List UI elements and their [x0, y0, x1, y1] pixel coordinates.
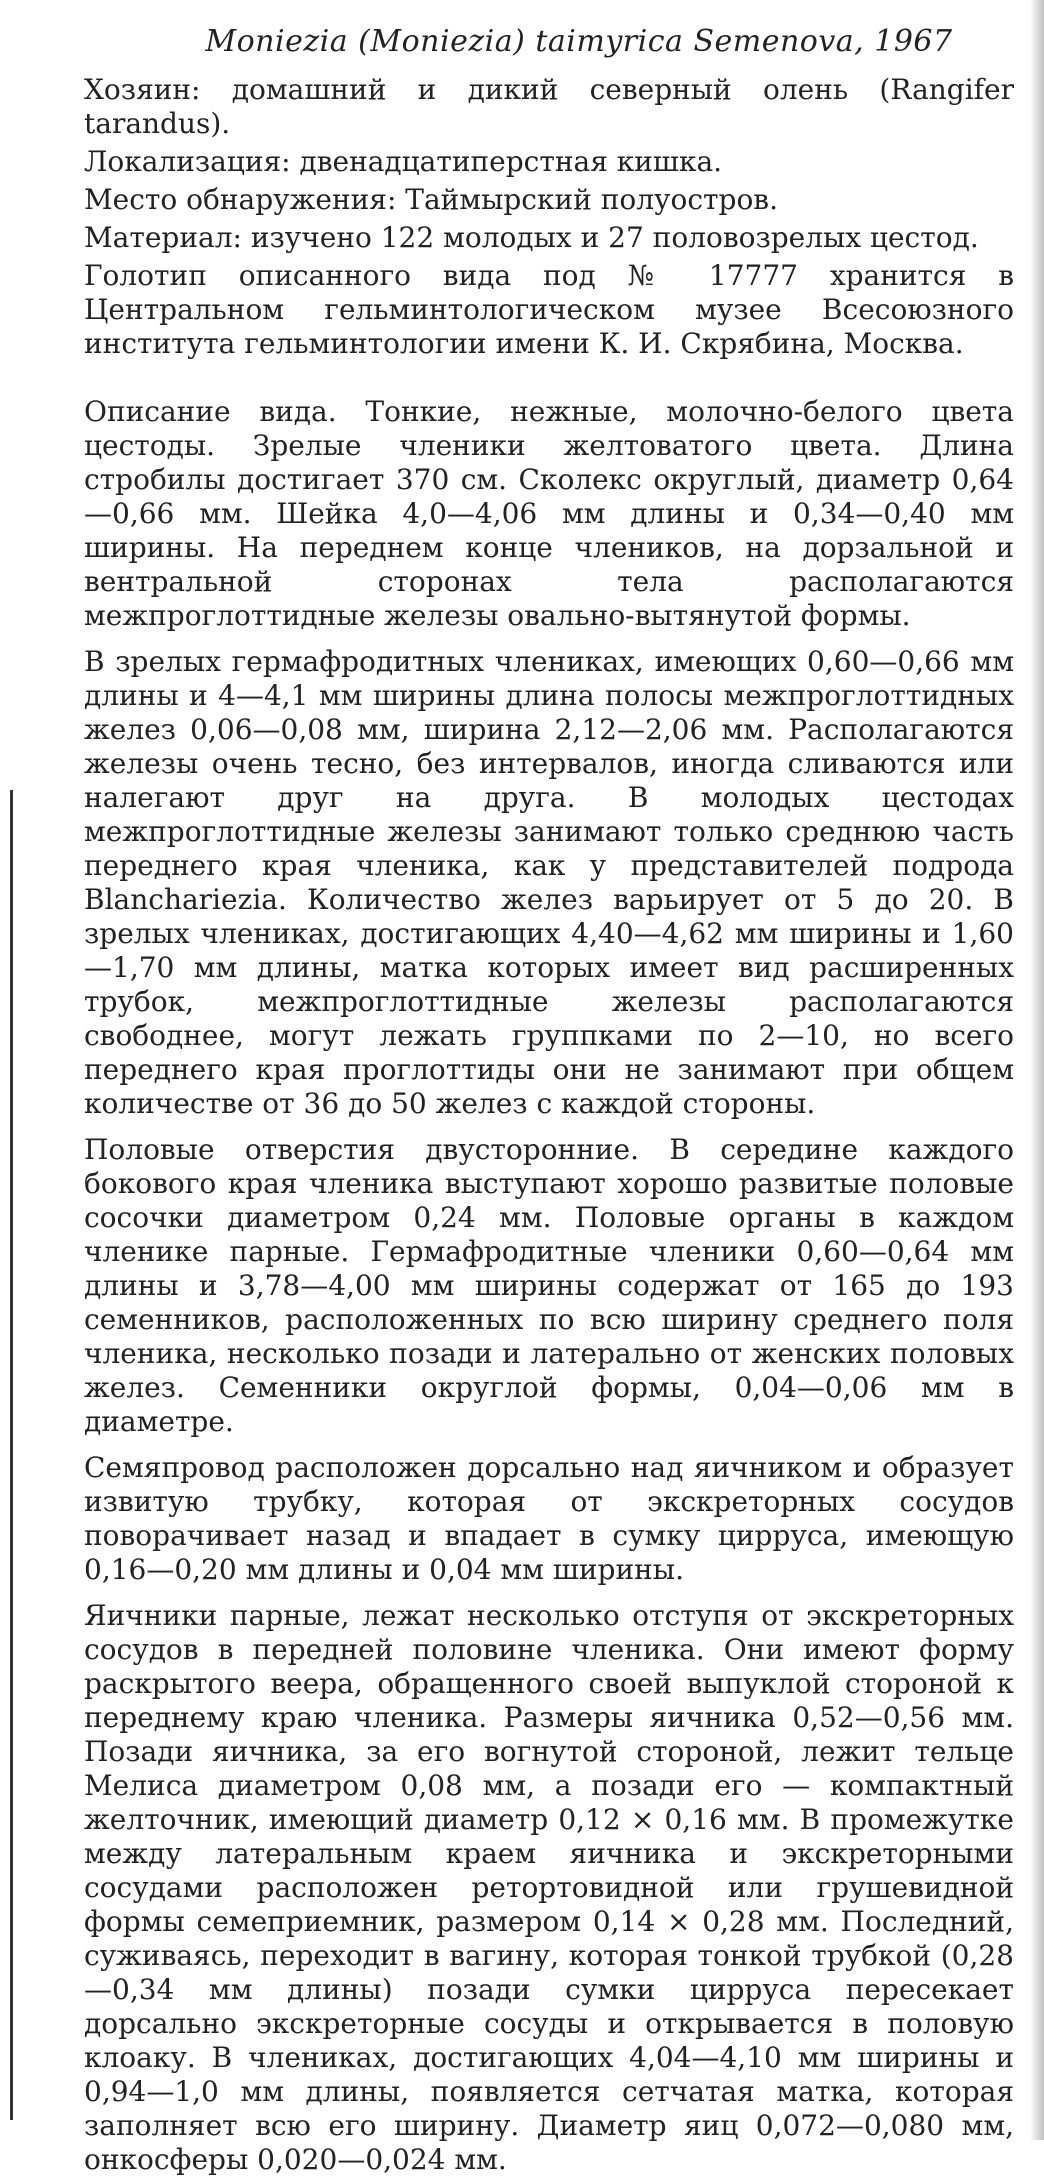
vas-deferens-paragraph: Семяпровод расположен дорсально над яичником и образует извитую трубку, которая от экскреторных сосудов поворачивает назад и впадает в сумку цирруса, имеющую 0,16—0,20 мм длины и 0,04 мм ширины.	[84, 1451, 1014, 1586]
holotype-paragraph: Голотип описанного вида под № 17777 хранится в Центральном гельминтологическом музее Всесоюзного института гельминтологии имени К. И. Скрябина, Москва.	[84, 259, 1014, 360]
margin-rule	[10, 790, 13, 2120]
localization-paragraph: Локализация: двенадцатиперстная кишка.	[84, 145, 723, 178]
ovaries-paragraph: Яичники парные, лежат несколько отступя от экскреторных сосудов в передней половине членика. Они имеют форму раскрытого веера, обращенного своей выпуклой стороной к переднему краю членика. Размеры яичника 0,52—0,56 мм. Позади яичника, за его вогнутой стороной, лежит тельце Мелиса диаметром 0,08 мм, а позади его — компактный желточник, имеющий диаметр 0,12 × 0,16 мм. В промежутке между латеральным краем яичника и экскреторными сосудами расположен ретортовидной или грушевидной формы семеприемник, размером 0,14 × 0,28 мм. Последний, суживаясь, переходит в вагину, которая тонкой трубкой (0,28—0,34 мм длины) позади сумки цирруса пересекает дорсально экскреторные сосуды и открывается в половую клоаку. В члениках, достигающих 4,04—4,10 мм ширины и 0,94—1,0 мм длины, появляется сетчатая матка, которая заполняет всю его ширину. Диаметр яиц 0,072—0,080 мм, онкосферы 0,020—0,024 мм.	[84, 1599, 1014, 2176]
description-paragraph: Описание вида. Тонкие, нежные, молочно-белого цвета цестоды. Зрелые членики желтоватого цвета. Длина стробилы достигает 370 см. Сколекс округлый, диаметр 0,64—0,66 мм. Шейка 4,0—4,06 мм длины и 0,34—0,40 мм ширины. На переднем конце члеников, на дорзальной и вентральной сторонах тела располагаются межпроглоттидные железы овально-вытянутой формы.	[84, 395, 1014, 632]
location-paragraph: Место обнаружения: Таймырский полуостров.	[84, 183, 778, 216]
genital-openings-paragraph: Половые отверстия двусторонние. В середине каждого бокового края членика выступают хорошо развитые половые сосочки диаметром 0,24 мм. Половые органы в каждом членике парные. Гермафродитные членики 0,60—0,64 мм длины и 3,78—4,00 мм ширины содержат от 165 до 193 семенников, расположенных по всю ширину среднего поля членика, несколько позади и латерально от женских половых желез. Семенники округлой формы, 0,04—0,06 мм в диаметре.	[84, 1133, 1014, 1438]
page-edge-shadow	[1030, 0, 1044, 2140]
material-paragraph: Материал: изучено 122 молодых и 27 половозрелых цестод.	[84, 221, 979, 254]
description-section	[84, 395, 1014, 2177]
header-section	[84, 73, 1014, 361]
glands-paragraph: В зрелых гермафродитных члениках, имеющих 0,60—0,66 мм длины и 4—4,1 мм ширины длина полосы межпроглоттидных желез 0,06—0,08 мм, ширина 2,12—2,06 мм. Располагаются железы очень тесно, без интервалов, иногда сливаются или налегают друг на друга. В молодых цестодах межпроглоттидные железы занимают только среднюю часть переднего края членика, как у представителей подрода Blanchariezia. Количество желез варьирует от 5 до 20. В зрелых члениках, достигающих 4,40—4,62 мм ширины и 1,60—1,70 мм длины, матка которых имеет вид расширенных трубок, межпроглоттидные железы располагаются свободнее, могут лежать группками по 2—10, но всего переднего края проглоттиды они не занимают при общем количестве от 36 до 50 желез с каждой стороны.	[84, 645, 1014, 1120]
species-title: Moniezia (Moniezia) taimyrica Semenova, 1967	[205, 24, 953, 59]
host-paragraph: Хозяин: домашний и дикий северный олень (Rangifer tarandus).	[84, 73, 1014, 140]
